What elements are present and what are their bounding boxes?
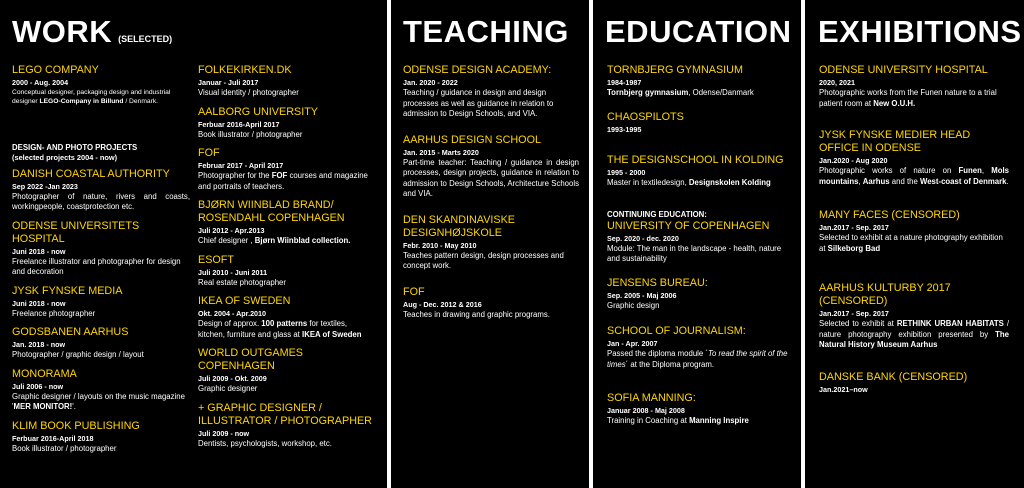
entry-title: JYSK FYNSKE MEDIA: [12, 284, 123, 297]
entry-ouh-exhibition: [819, 64, 1009, 109]
entry-text: Dentists, psychologists, workshop, etc.: [198, 438, 332, 448]
entry-text: West-coast of Denmark: [920, 176, 1007, 186]
entry-kulturby: [819, 282, 1009, 351]
entry-klim: [12, 420, 190, 455]
work-left-list: [12, 64, 190, 461]
entry-text: Manning Inspire: [689, 416, 749, 425]
entry-text: Photographer of nature, rivers and coasts, workingpeople, coastprotection etc.: [12, 191, 190, 211]
entry-text: The Natural History Museum Aarhus: [819, 329, 1009, 349]
entry-text: ,: [858, 176, 863, 186]
entry-title: ODENSE UNIVERSITY HOSPITAL: [819, 64, 988, 76]
entry-copenhagen: [607, 220, 791, 265]
entry-text: Graphic designer: [198, 384, 258, 393]
education-column: [593, 0, 801, 488]
entry-text: IKEA of Sweden: [302, 329, 362, 339]
entry-date: Jan.2020 - Aug 2020: [819, 156, 888, 165]
entry-title: BJØRN WIINBLAD BRAND/ ROSENDAHL COPENHAGEN: [198, 199, 345, 224]
entry-text: ´ at the Diploma program.: [625, 359, 715, 369]
entry-text: Teaches in drawing and graphic programs.: [403, 309, 550, 319]
entry-title: LEGO COMPANY: [12, 64, 99, 76]
entry-text: Book illustrator / photographer: [12, 443, 117, 453]
entry-title: UNIVERSITY OF COPENHAGEN: [607, 219, 770, 232]
entry-text: Selected to exhibit at a nature photography exhibition at: [819, 233, 1003, 253]
entry-title: AALBORG UNIVERSITY: [198, 105, 318, 118]
entry-title: IKEA OF SWEDEN: [198, 295, 291, 307]
entry-sofia-manning: [607, 392, 791, 427]
entry-text: DESIGN- AND PHOTO PROJECTS: [12, 143, 138, 152]
entry-text: Bjørn Wiinblad collection.: [254, 236, 351, 245]
entry-aarhus-design-school: [403, 134, 579, 200]
entry-text: ,: [981, 166, 992, 175]
entry-ouh: [12, 220, 190, 278]
entry-folkekirken: [198, 64, 374, 99]
entry-odense-academy: [403, 64, 579, 120]
entry-text: and the: [889, 176, 920, 186]
entry-text: Aarhus: [862, 176, 890, 186]
entry-fof-work: [198, 147, 374, 192]
entry-jysk-head-office: [819, 129, 1009, 187]
entry-title: CHAOSPILOTS: [607, 110, 684, 123]
entry-danske-bank: [819, 371, 1009, 394]
entry-chaospilots: [607, 111, 791, 134]
entry-date: Juli 2009 - now: [198, 428, 250, 438]
entry-text: New O.U.H.: [873, 98, 916, 108]
teaching-list: [403, 64, 579, 320]
entry-text: courses and magazine and portraits of teachers.: [198, 171, 368, 191]
entry-graphic-designer: [198, 402, 374, 450]
entry-text: Module: The man in the landscape - health, nature and sustainability: [607, 243, 782, 263]
entry-text: .: [1006, 176, 1009, 186]
entry-godsbanen: [12, 326, 190, 361]
entry-text: Selected to exhibit at: [819, 319, 897, 328]
entry-date: 1984-1987: [607, 78, 642, 87]
entry-aalborg: [198, 106, 374, 141]
education-list: [607, 64, 791, 427]
entry-coastal: [12, 168, 190, 213]
entry-text: , Odense/Danmark: [688, 88, 754, 97]
entry-date: Jan.2021–now: [819, 384, 868, 394]
entry-date: Sep 2022 -Jan 2023: [12, 181, 78, 191]
entry-text: Silkeborg Bad: [827, 243, 881, 253]
entry-text: RETHINK URBAN HABITATS: [896, 319, 1004, 328]
entry-title: MANY FACES (CENSORED): [819, 209, 960, 221]
education-heading: EDUCATION: [605, 14, 792, 49]
entry-date: Juli 2010 - Juni 2011: [198, 267, 268, 277]
entry-monorama: [12, 368, 190, 413]
entry-title: FOF: [198, 147, 220, 159]
entry-title: TORNBJERG GYMNASIUM: [607, 64, 743, 76]
entry-text: Photographer for the: [198, 171, 272, 180]
entry-title: JENSENS BUREAU:: [607, 276, 708, 289]
entry-text: Real estate photographer: [198, 277, 286, 287]
entry-text: Part-time teacher: Teaching / guidance in design processes, design projects, guidance in relation to admission to Design Schools, Architecture Schools and VIA.: [403, 157, 579, 198]
exhibitions-column: [805, 0, 1024, 488]
entry-text: '.: [72, 402, 76, 411]
entry-date: Okt. 2004 - Apr.2010: [198, 309, 267, 318]
entry-date: Januar - Juli 2017: [198, 78, 259, 87]
entry-text: LEGO-Company in Billund: [39, 98, 124, 105]
design-photo-projects-heading: [12, 143, 190, 162]
entry-text: Tornbjerg gymnasium: [607, 88, 689, 97]
entry-text: Conceptual designer, packaging design and industrial designer: [12, 89, 171, 105]
entry-text: Photographic works of nature on: [819, 166, 959, 175]
entry-text: Visual identity / photographer: [198, 88, 299, 97]
entry-date: Juni 2018 - now: [12, 246, 66, 256]
entry-text: MER MONITOR!: [13, 402, 73, 411]
entry-date: Juli 2009 - Okt. 2009: [198, 374, 267, 383]
entry-date: 2020, 2021: [819, 78, 855, 87]
entry-text: (selected projects 2004 - now): [12, 152, 118, 162]
work-column: [0, 0, 387, 488]
work-right-list: [198, 64, 374, 456]
entry-date: Juli 2012 - Apr.2013: [198, 226, 265, 235]
entry-ikea: [198, 295, 374, 340]
entry-title: DEN SKANDINAVISKE DESIGNHØJSKOLE: [403, 213, 515, 239]
entry-date: Jan.2017 - Sep. 2017: [819, 309, 889, 318]
entry-title: AARHUS DESIGN SCHOOL: [403, 133, 541, 146]
entry-date: Ferbuar 2016-April 2017: [198, 119, 280, 129]
entry-title: MONORAMA: [12, 367, 77, 380]
teaching-column: [391, 0, 589, 488]
entry-date: Sep. 2020 - dec. 2020: [607, 233, 679, 243]
entry-title: ESOFT: [198, 253, 234, 266]
entry-title: ODENSE DESIGN ACADEMY:: [403, 64, 552, 76]
teaching-heading: TEACHING: [403, 14, 569, 49]
entry-text: Graphic designer / layouts on the music magazine ': [12, 391, 185, 411]
entry-title: WORLD OUTGAMES COPENHAGEN: [198, 347, 303, 372]
entry-text: Freelance illustrator and photographer for design and decoration: [12, 256, 181, 276]
entry-kolding: [607, 154, 791, 189]
entry-text: for textiles, kitchen, furniture and glass at: [198, 319, 348, 339]
entry-date: 2000 - Aug. 2004: [12, 78, 69, 87]
entry-title: JYSK FYNSKE MEDIER HEAD OFFICE IN ODENSE: [819, 129, 971, 154]
entry-text: Teaching / guidance in design and design processes as well as guidance in relation to admission to Design Schools, and VIA.: [403, 88, 554, 118]
entry-text: Teaches pattern design, design processes and concept work.: [403, 250, 564, 270]
entry-jensens: [607, 277, 791, 312]
entry-text: Mols mountains: [819, 166, 1010, 186]
exhibitions-list: [819, 64, 1009, 394]
entry-text: Freelance photographer: [12, 308, 96, 318]
exhibitions-heading: EXHIBITIONS: [818, 14, 1022, 49]
entry-date: Jan. 2020 - 2022: [403, 78, 458, 87]
entry-title: + GRAPHIC DESIGNER / ILLUSTRATOR / PHOTOGRAPHER: [198, 401, 372, 427]
entry-text: 100 patterns: [261, 319, 308, 328]
entry-text: Photographic works from the Funen nature to a trial patient room at: [819, 88, 997, 108]
entry-designhojskole: [403, 214, 579, 272]
entry-date: Januar 2008 - Maj 2008: [607, 406, 685, 415]
entry-date: Jan - Apr. 2007: [607, 339, 658, 348]
continuing-education-heading: CONTINUING EDUCATION:: [607, 210, 707, 219]
entry-text: Design of approx.: [198, 319, 262, 328]
entry-title: FOLKEKIRKEN.DK: [198, 64, 292, 76]
work-subheading: (SELECTED): [118, 34, 173, 44]
entry-text: / nature photography exhibition presented by: [819, 319, 1009, 339]
entry-title: SOFIA MANNING:: [607, 392, 696, 404]
entry-date: Februar 2017 - April 2017: [198, 161, 284, 170]
entry-tornbjerg: [607, 64, 791, 99]
entry-title: FOF: [403, 285, 425, 298]
entry-text: Chief designer ,: [198, 236, 255, 245]
work-heading: [12, 14, 172, 50]
entry-text: Funen: [958, 166, 982, 175]
entry-text: FOF: [271, 171, 288, 180]
entry-date: Jan. 2018 - now: [12, 340, 66, 349]
entry-esoft: [198, 254, 374, 289]
entry-title: GODSBANEN AARHUS: [12, 326, 129, 338]
entry-text: Passed the diploma module ´: [607, 349, 708, 358]
entry-title: DANSKE BANK (CENSORED): [819, 370, 968, 383]
entry-outgames: [198, 347, 374, 395]
entry-text: Master in textiledesign,: [607, 177, 689, 187]
entry-text: WORK: [12, 14, 113, 49]
entry-date: Juli 2006 - now: [12, 381, 64, 391]
entry-jysk-media: [12, 285, 190, 320]
entry-fof-teaching: [403, 286, 579, 321]
entry-title: AARHUS KULTURBY 2017 (CENSORED): [819, 282, 951, 307]
entry-text: Book illustrator / photographer: [198, 129, 303, 139]
entry-date: Febr. 2010 - May 2010: [403, 240, 477, 250]
entry-title: THE DESIGNSCHOOL IN KOLDING: [607, 153, 784, 166]
entry-date: Ferbuar 2016-April 2018: [12, 433, 94, 443]
entry-text: Graphic design: [607, 300, 660, 310]
entry-date: Sep. 2005 - Maj 2006: [607, 290, 677, 300]
entry-date: 1993-1995: [607, 124, 642, 134]
entry-date: Jan.2017 - Sep. 2017: [819, 223, 889, 232]
entry-text: / Denmark.: [123, 98, 159, 105]
entry-date: Aug - Dec. 2012 & 2016: [403, 299, 482, 309]
entry-text: To read the spirit of the times: [607, 349, 788, 369]
entry-title: SCHOOL OF JOURNALISM:: [607, 325, 746, 337]
entry-text: Designskolen Kolding: [688, 177, 771, 187]
entry-date: Juni 2018 - now: [12, 298, 66, 308]
entry-date: Jan. 2015 - Marts 2020: [403, 147, 479, 157]
entry-text: Training in Coaching at: [607, 416, 690, 425]
entry-title: DANISH COASTAL AUTHORITY: [12, 167, 170, 180]
entry-lego: [12, 64, 190, 106]
entry-text: Photographer / graphic design / layout: [12, 350, 144, 359]
entry-title: KLIM BOOK PUBLISHING: [12, 419, 140, 432]
entry-date: 1995 - 2000: [607, 167, 646, 177]
entry-wiinblad: [198, 199, 374, 247]
entry-journalism: [607, 325, 791, 370]
entry-many-faces: [819, 209, 1009, 254]
entry-title: ODENSE UNIVERSITETS HOSPITAL: [12, 219, 140, 245]
